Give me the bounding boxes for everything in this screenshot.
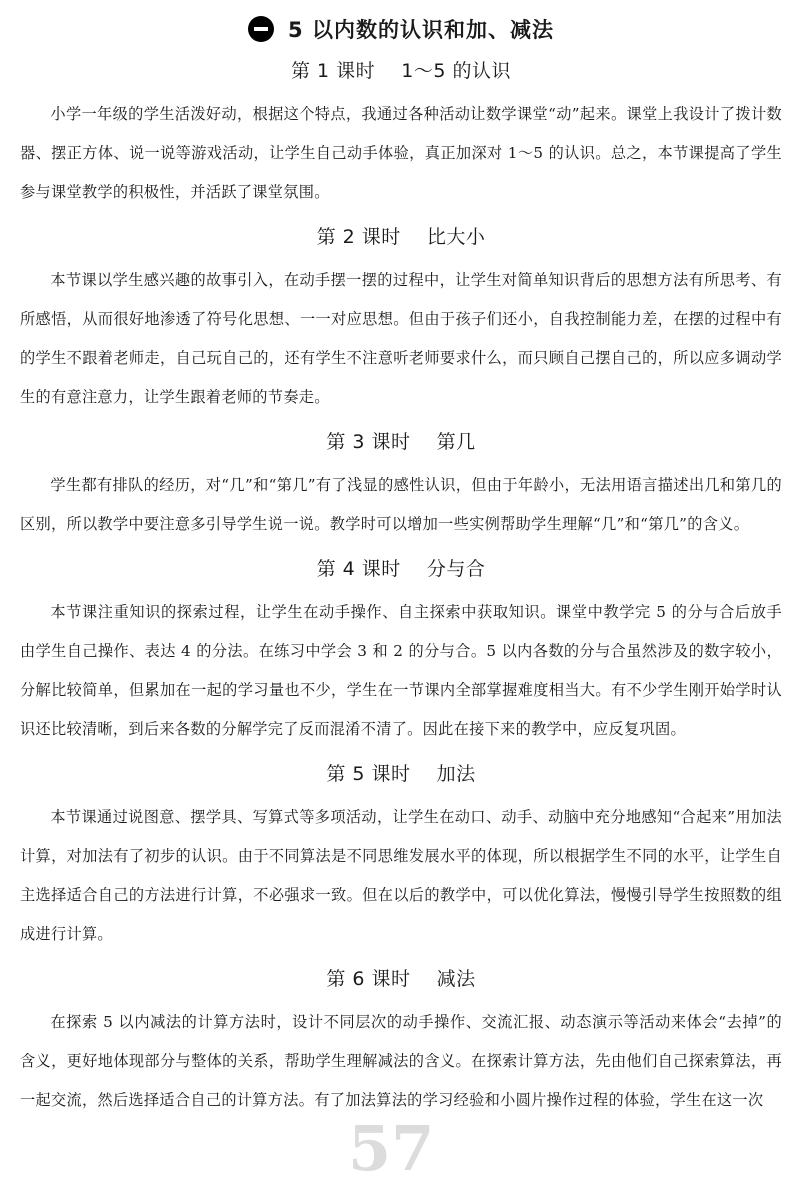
lesson-2-title: 第 2 课时 比大小 bbox=[316, 226, 486, 248]
lesson-2-paragraph: 本节课以学生感兴趣的故事引入，在动手摆一摆的过程中，让学生对简单知识背后的思想方法有所思考、有所感悟，从而很好地渗透了符号化思想、一一对应思想。但由于孩子们还小，自我控制能力差，在摆的过程中有的学生不跟着老师走，自己玩自己的，还有学生不注意听老师要求什么，而只顾自己摆自己的，所以应多调动学生的有意注意力，让学生跟着老师的节奏走。 bbox=[20, 271, 782, 406]
page-content bbox=[20, 12, 782, 1120]
lesson-4-title: 第 4 课时 分与合 bbox=[316, 558, 486, 580]
lesson-5-title: 第 5 课时 加法 bbox=[326, 763, 476, 785]
lesson-6-paragraph: 在探索 5 以内减法的计算方法时，设计不同层次的动手操作、交流汇报、动态演示等活动来体会“去掉”的含义，更好地体现部分与整体的关系，帮助学生理解减法的含义。在探索计算方法，先由他们自己探索算法，再一起交流，然后选择适合自己的计算方法。有了加法算法的学习经验和小圆片操作过程的体验，学生在这一次 bbox=[20, 1013, 782, 1109]
lesson-1-paragraph: 小学一年级的学生活泼好动，根据这个特点，我通过各种活动让数学课堂“动”起来。课堂上我设计了拨计数器、摆正方体、说一说等游戏活动，让学生自己动手体验，真正加深对 1～5 的认识。总之，本节课提高了学生参与课堂教学的积极性，并活跃了课堂氛围。 bbox=[20, 105, 782, 201]
chapter-title: 5 以内数的认识和加、减法 bbox=[288, 18, 554, 42]
chapter-header bbox=[20, 12, 782, 46]
circled-dash-icon bbox=[248, 16, 274, 42]
lesson-3-title: 第 3 课时 第几 bbox=[326, 431, 476, 453]
lesson-1-title: 第 1 课时 1～5 的认识 bbox=[290, 60, 512, 82]
lesson-4-paragraph: 本节课注重知识的探索过程，让学生在动手操作、自主探索中获取知识。课堂中教学完 5 的分与合后放手由学生自己操作、表达 4 的分法。在练习中学会 3 和 2 的分与合。5 以内各数的分与合虽然涉及的数字较小，分解比较简单，但累加在一起的学习量也不少，学生在一节课内全部掌握难度相当大。有不少学生刚开始学时认识还比较清晰，到后来各数的分解学完了反而混淆不清了。因此在接下来的教学中，应反复巩固。 bbox=[20, 603, 782, 738]
lesson-5-paragraph: 本节课通过说图意、摆学具、写算式等多项活动，让学生在动口、动手、动脑中充分地感知“合起来”用加法计算，对加法有了初步的认识。由于不同算法是不同思维发展水平的体现，所以根据学生不同的水平，让学生自主选择适合自己的方法进行计算，不必强求一致。但在以后的教学中，可以优化算法，慢慢引导学生按照数的组成进行计算。 bbox=[20, 808, 782, 943]
lesson-3-paragraph: 学生都有排队的经历，对“几”和“第几”有了浅显的感性认识，但由于年龄小，无法用语言描述出几和第几的区别，所以教学中要注意多引导学生说一说。教学时可以增加一些实例帮助学生理解“几”和“第几”的含义。 bbox=[20, 476, 782, 533]
page-number-watermark: 57 bbox=[348, 1112, 435, 1185]
lesson-6-title: 第 6 课时 减法 bbox=[326, 968, 476, 990]
